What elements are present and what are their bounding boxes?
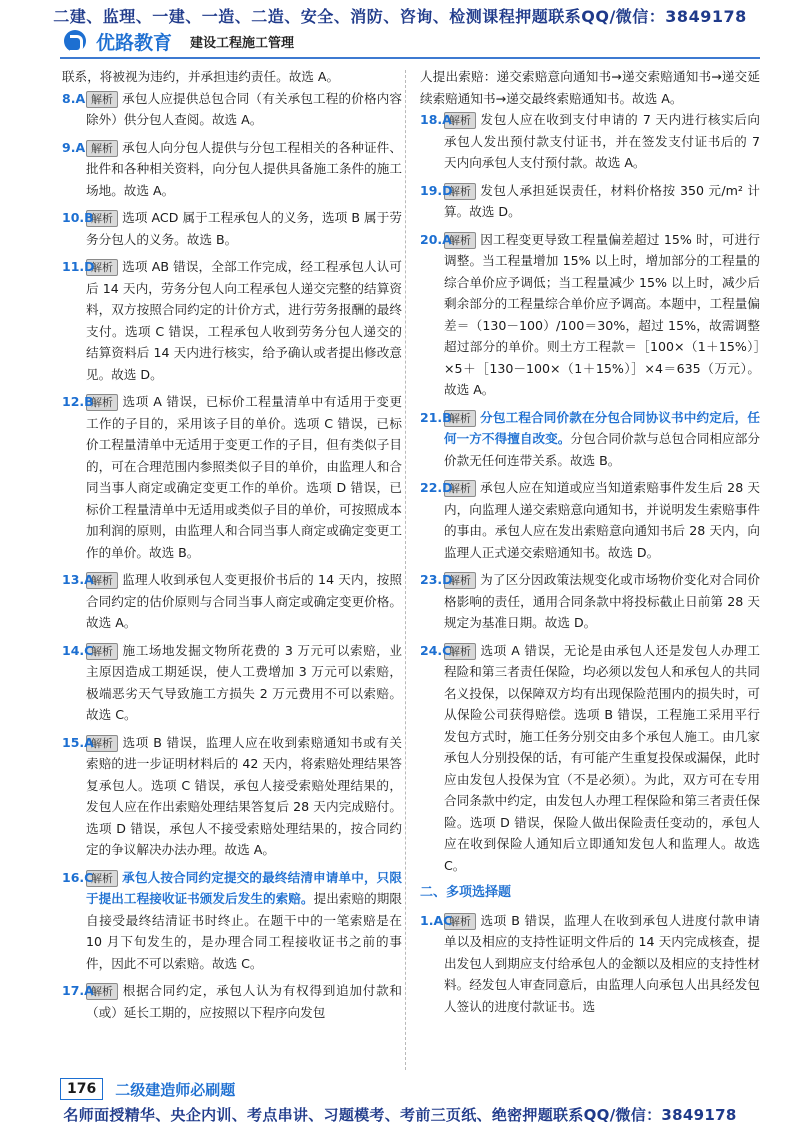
answer-number: 9.A: [62, 139, 86, 155]
answer-item: [420, 569, 760, 634]
answer-text: 提出索赔的期限自接受最终结清证书时终止。在题干中的一笔索赔是在 10 月下旬发生的，是办理合同工程接收证书之前的事件，因此不可以索赔。故选 C。: [86, 891, 403, 971]
answer-number: 24.C: [420, 642, 452, 658]
left-lead-text: 联系，将被视为违约，并承担违约责任。故选 A。: [62, 69, 340, 84]
answer-text: 发包人承担延误责任，材料价格按 350 元/m² 计算。故选 D。: [444, 182, 760, 219]
analysis-tag: 解析: [86, 572, 118, 589]
page-footer: [60, 1076, 235, 1102]
right-column: [420, 66, 760, 1023]
answer-item: [62, 569, 402, 634]
answer-number: 18.A: [420, 112, 452, 127]
book-title: 二级建造师必刷题: [115, 1080, 236, 1099]
answer-item: [420, 180, 760, 223]
answer-number: 22.D: [420, 480, 453, 495]
answer-item: [62, 980, 402, 1023]
analysis-tag: 解析: [444, 183, 476, 200]
answer-number: 21.B: [420, 409, 452, 425]
analysis-tag: 解析: [86, 983, 118, 1000]
answer-item: [420, 407, 760, 472]
answer-text: 根据合同约定，承包人认为有权得到追加付款和（或）延长工期的，应按照以下程序向发包: [86, 983, 402, 1020]
answer-item: [62, 137, 402, 202]
answer-item: [420, 229, 760, 401]
answer-number: 20.A: [420, 231, 452, 247]
column-divider: [405, 70, 406, 1070]
answer-text: 选项 B 错误，监理人应在收到索赔通知书或有关索赔的进一步证明材料后的 42 天内，将索赔处理结果答复承包人。选项 C 错误，承包人接受索赔处理结果的，发包人应在作出索赔处理结果答复后 28 天内完成赔付。选项 D 错误，承包人不接受索赔处理结果的，按合同约定的争议解决办法办理。故选 A。: [86, 734, 402, 857]
answer-number: 13.A: [62, 572, 94, 587]
analysis-tag: 解析: [86, 394, 118, 411]
analysis-tag: 解析: [444, 112, 476, 129]
answer-text: 选项 A 错误，无论是由承包人还是发包人办理工程险和第三者责任保险，均必须以发包人和承包人的共同名义投保，以保障双方均有出现保险范围内的损失时，可从保险公司获得赔偿。选项 B 错误，工程施工采用平行发包方式时，施工任务分别交由多个承包人施工。由几家承包人分别投保的话，有可能产生重复投保或漏保，此时应由发包人投保为宜（不是必须）。为此，双方可在专用合同条款中约定，由发包人办理工程保险和第三者责任保险。选项 D 错误，保险人做出保险责任变动的，承包人应在收到保险人通知后立即通知发包人和监理人。故选 C。: [444, 642, 760, 873]
answer-item: [62, 640, 402, 726]
analysis-tag: 解析: [86, 140, 118, 157]
answer-text: 选项 B 错误，监理人在收到承包人进度付款申请单以及相应的支持性证明文件后的 14 天内完成核查，提出发包人到期应支付给承包人的金额以及相应的支持性材料。经发包人审查同意后，由监理人向承包人出具经发包人签认的进度付款证书。选: [444, 912, 760, 1014]
answer-number: 11.D: [62, 259, 95, 274]
answer-text: 承包人应在知道或应当知道索赔事件发生后 28 天内，向监理人递交索赔意向通知书，并说明发生索赔事件的事由。承包人应在发出索赔意向通知书后 28 天内，向监理人正式递交索赔通知书。故选 D。: [444, 480, 760, 560]
left-column: [62, 66, 402, 1029]
answer-number: 16.C: [62, 869, 94, 885]
answer-text: 因工程变更导致工程量偏差超过 15% 时，可进行调整。当工程量增加 15% 以上时，增加部分的工程量的综合单价应予调低；当工程量减少 15% 以上时，减少后剩余部分的工程量综合单价应予调高。本题中，工程量偏差＝（130－100）/100＝30%，超过 15%，故需调整超过部分的单价。则土方工程款＝［100×（1＋15%）］×5＋［130－100×（1＋15%）］×4＝635（万元）。故选 A。: [444, 231, 760, 397]
answer-text: 选项 ACD 属于工程承包人的义务，选项 B 属于劳务分包人的义务。故选 B。: [86, 210, 402, 247]
page-number: 176: [60, 1078, 103, 1100]
answer-item: [62, 207, 402, 250]
answer-item: [420, 109, 760, 174]
answer-number: 10.B: [62, 210, 94, 225]
answer-emphasis: 承包人按合同约定提交的最终结清申请单中，只限于提出工程接收证书颁发后发生的索赔。: [86, 869, 402, 906]
answer-number: 12.B: [62, 394, 94, 409]
analysis-tag: 解析: [444, 232, 476, 249]
brand-logo-icon: [64, 30, 86, 52]
answer-number: 19.D: [420, 182, 453, 198]
answer-number: 17.A: [62, 983, 94, 998]
answer-item: [62, 391, 402, 563]
book-subtitle: 建设工程施工管理: [190, 35, 295, 51]
answer-number: 23.D: [420, 572, 453, 587]
answer-item: [420, 910, 760, 1018]
answer-text: 施工场地发掘文物所花费的 3 万元可以索赔，业主原因造成工期延误，使人工费增加 3 万元可以索赔，极端恶劣天气导致施工方损失 2 万元费用不可以索赔。故选 C。: [86, 642, 402, 722]
analysis-tag: 解析: [444, 410, 476, 427]
section-heading: 二、多项选择题: [420, 885, 512, 900]
answer-text: 监理人收到承包人变更报价书后的 14 天内，按照合同约定的估价原则与合同当事人商定或确定变更价格。故选 A。: [86, 572, 402, 630]
answer-text: 发包人应在收到支付申请的 7 天内进行核实后向承包人发出预付款支付证书，并在签发支付证书后的 7 天内向承包人支付预付款。故选 A。: [444, 112, 760, 170]
answer-item: [62, 88, 402, 131]
answer-item: [62, 256, 402, 385]
answer-item: [420, 477, 760, 563]
analysis-tag: 解析: [86, 91, 118, 108]
analysis-tag: 解析: [86, 259, 118, 276]
answer-item: [62, 867, 402, 975]
header-divider: [60, 57, 760, 59]
analysis-tag: 解析: [444, 643, 476, 660]
answer-number: 15.A: [62, 734, 94, 750]
answer-text: 承包人向分包人提供与分包工程相关的各种证件、批件和各种相关资料，向分包人提供具备施工条件的施工场地。故选 A。: [86, 139, 402, 198]
answer-text: 为了区分因政策法规变化或市场物价变化对合同价格影响的责任，通用合同条款中将投标截止日前第 28 天规定为基准日期。故选 D。: [444, 572, 760, 630]
answer-text: 选项 AB 错误，全部工作完成，经工程承包人认可后 14 天内，劳务分包人向工程承包人递交完整的结算资料，双方按照合同约定的计价方式，进行劳务报酬的最终支付。选项 C 错误，工程承包人收到劳务分包人递交的结算资料后 14 天内进行核实，给予确认或者提出修改意见。故选 D。: [86, 259, 402, 382]
answer-text: 承包人应提供总包合同（有关承包工程的价格内容除外）供分包人查阅。故选 A。: [86, 90, 402, 127]
answer-number: 1.AC: [420, 912, 453, 928]
analysis-tag: 解析: [86, 870, 118, 887]
top-banner: 二建、监理、一建、一造、二造、安全、消防、咨询、检测课程押题联系QQ/微信：3849178: [53, 7, 747, 26]
page-header: [64, 28, 294, 54]
answer-emphasis: 分包工程合同价款在分包合同协议书中约定后，任何一方不得擅自改变。: [444, 409, 760, 446]
answer-item: [420, 640, 760, 877]
analysis-tag: 解析: [86, 735, 118, 752]
answer-text: 选项 A 错误，已标价工程量清单中有适用于变更工作的子目的，采用该子目的单价。选项 C 错误，已标价工程量清单中无适用于变更工作的子目，但有类似子目的，可在合理范围内参照类似子目的单价，由监理人和合同当事人商定或确定变更工作的单价。选项 D 错误，已标价工程量清单中无适用或类似子目的单价，可按照成本加利润的原则，由监理人和合同当事人商定或确定变更工作的单价。故选 B。: [86, 394, 402, 560]
brand-name: 优路教育: [96, 31, 173, 54]
answer-item: [62, 732, 402, 861]
answer-number: 14.C: [62, 642, 94, 658]
analysis-tag: 解析: [444, 913, 476, 930]
bottom-banner: 名师面授精华、央企内训、考点串讲、习题模考、考前三页纸、绝密押题联系QQ/微信：3849178: [63, 1106, 737, 1124]
right-lead-text: 人提出索赔：递交索赔意向通知书→递交索赔通知书→递交延续索赔通知书→递交最终索赔通知书。故选 A。: [420, 69, 760, 106]
analysis-tag: 解析: [86, 643, 118, 660]
analysis-tag: 解析: [444, 572, 476, 589]
answer-text: 分包合同价款与总包合同相应部分价款无任何连带关系。故选 B。: [444, 431, 761, 468]
answer-number: 8.A: [62, 90, 86, 106]
analysis-tag: 解析: [86, 210, 118, 227]
analysis-tag: 解析: [444, 480, 476, 497]
